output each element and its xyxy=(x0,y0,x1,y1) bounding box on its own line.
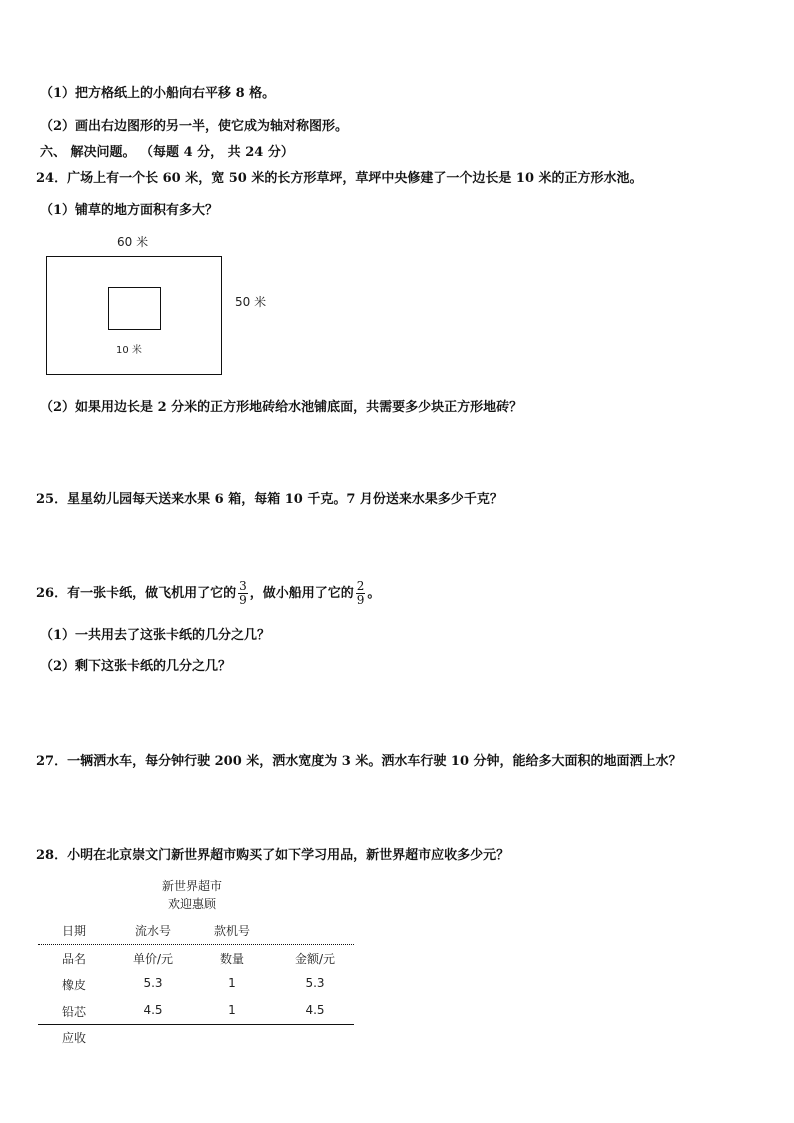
question-26-part-2: （2）剩下这张卡纸的几分之几？ xyxy=(40,659,232,674)
receipt-row-unit-price: 5.3 xyxy=(143,976,163,990)
receipt-meta-serial: 流水号 xyxy=(134,924,171,938)
receipt-solid-divider xyxy=(38,1024,354,1025)
fraction-numerator: 2 xyxy=(356,579,365,593)
receipt-row-item: 橡皮 xyxy=(61,978,86,992)
question-boat-translate: （1）把方格纸上的小船向右平移 8 格。 xyxy=(40,86,276,101)
receipt-header-unit-price: 单价/元 xyxy=(132,952,174,966)
question-26 xyxy=(36,580,380,607)
question-26-text-b: ，做小船用了它的 xyxy=(249,586,354,601)
receipt-store-name: 新世界超市 xyxy=(161,879,222,893)
receipt-row-quantity: 1 xyxy=(228,976,236,990)
fraction-denominator: 9 xyxy=(239,593,247,607)
question-24-part-1: （1）铺草的地方面积有多大？ xyxy=(40,203,219,218)
receipt-meta-register: 款机号 xyxy=(213,924,250,938)
receipt-row-quantity: 1 xyxy=(228,1003,236,1017)
receipt-meta-date: 日期 xyxy=(61,924,86,938)
diagram-width-label: 50 米 xyxy=(235,295,267,309)
diagram-side-label: 10 米 xyxy=(116,345,142,356)
receipt-header-amount: 金额/元 xyxy=(294,952,336,966)
receipt-welcome: 欢迎惠顾 xyxy=(167,897,216,911)
question-25: 25．星星幼儿园每天送来水果 6 箱，每箱 10 千克。7 月份送来水果多少千克？ xyxy=(36,492,503,507)
section-heading-6: 六、 解决问题。 （每题 4 分， 共 24 分） xyxy=(40,145,294,160)
question-26-text-a: 26．有一张卡纸，做飞机用了它的 xyxy=(36,586,237,601)
question-24-part-2: （2）如果用边长是 2 分米的正方形地砖给水池铺底面，共需要多少块正方形地砖？ xyxy=(40,400,523,415)
receipt-total-label: 应收 xyxy=(61,1031,86,1045)
question-27: 27．一辆洒水车，每分钟行驶 200 米，洒水宽度为 3 米。洒水车行驶 10 分钟，能给多大面积的地面洒上水？ xyxy=(36,754,682,769)
receipt-row-item: 铅芯 xyxy=(61,1005,86,1019)
question-24: 24．广场上有一个长 60 米，宽 50 米的长方形草坪，草坪中央修建了一个边长是 10 米的正方形水池。 xyxy=(36,171,643,186)
receipt-row-unit-price: 4.5 xyxy=(143,1003,163,1017)
receipt-dotted-divider xyxy=(38,944,354,945)
question-26-text-c: 。 xyxy=(367,586,381,601)
fraction-2-9 xyxy=(356,580,366,607)
receipt-row-amount: 4.5 xyxy=(305,1003,325,1017)
question-26-part-1: （1）一共用去了这张卡纸的几分之几？ xyxy=(40,628,271,643)
receipt-row-amount: 5.3 xyxy=(305,976,325,990)
receipt-header-item: 品名 xyxy=(61,952,86,966)
fraction-denominator: 9 xyxy=(356,593,365,607)
pool-square xyxy=(108,287,161,330)
question-axis-symmetry: （2）画出右边图形的另一半，使它成为轴对称图形。 xyxy=(40,119,349,134)
fraction-numerator: 3 xyxy=(239,579,247,593)
receipt-header-quantity: 数量 xyxy=(219,952,244,966)
diagram-length-label: 60 米 xyxy=(117,235,149,249)
question-28: 28．小明在北京崇文门新世界超市购买了如下学习用品，新世界超市应收多少元？ xyxy=(36,848,510,863)
fraction-3-9 xyxy=(238,580,248,607)
